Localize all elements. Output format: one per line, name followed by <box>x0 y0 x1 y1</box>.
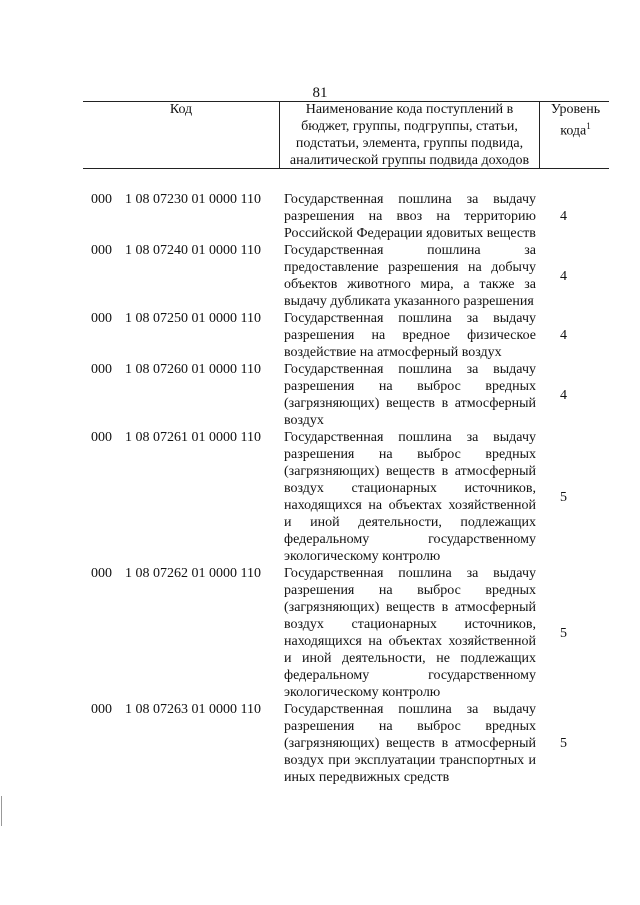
admin-code: 000 <box>91 430 112 445</box>
page-number: 81 <box>312 85 328 101</box>
revenue-code: 1 08 07240 01 0000 110 <box>125 243 261 258</box>
table-row <box>91 310 591 361</box>
revenue-code: 1 08 07263 01 0000 110 <box>125 702 261 717</box>
table-row <box>91 701 591 786</box>
revenue-name: Государственная пошлина за выдачу разрешения на выброс вредных (загрязняющих) веществ в атмосферный воздух при эксплуатации транспортных и иных передвижных средств <box>284 702 536 785</box>
header-name-line: аналитической группы подвида доходов <box>289 153 530 168</box>
revenue-name: Государственная пошлина за выдачу разрешения на выброс вредных (загрязняющих) веществ в атмосферный воздух <box>284 362 536 428</box>
revenue-name: Государственная пошлина за выдачу разрешения на выброс вредных (загрязняющих) веществ в атмосферный воздух стационарных источников, находящихся на объектах хозяйственной и иной деятельности, подлежащих федеральному государственному экологическому контролю <box>284 430 536 564</box>
header-name-line: Наименование кода поступлений в <box>305 102 514 117</box>
header-level-line2 <box>540 118 611 140</box>
header-name-line: подстатьи, элемента, группы подвида, <box>295 136 524 151</box>
table-row <box>91 242 591 310</box>
admin-code: 000 <box>91 311 112 326</box>
admin-code: 000 <box>91 566 112 581</box>
revenue-code: 1 08 07250 01 0000 110 <box>125 311 261 326</box>
revenue-code: 1 08 07230 01 0000 110 <box>125 192 261 207</box>
header-level-line1: Уровень <box>550 102 601 117</box>
header-level-footnote: 1 <box>586 121 591 131</box>
revenue-name: Государственная пошлина за предоставление разрешения на добычу объектов животного мира, а также за выдачу дубликата указанного разрешения <box>284 243 536 309</box>
revenue-code: 1 08 07262 01 0000 110 <box>125 566 261 581</box>
code-level: 4 <box>560 268 567 284</box>
revenue-name: Государственная пошлина за выдачу разрешения на ввоз на территорию Российской Федерации ядовитых веществ <box>284 192 536 241</box>
code-level: 4 <box>560 209 567 224</box>
table-row <box>91 565 591 701</box>
code-rows <box>91 191 591 786</box>
code-level: 4 <box>560 328 567 343</box>
revenue-code: 1 08 07261 01 0000 110 <box>125 430 261 445</box>
header-level <box>540 101 612 169</box>
table-row <box>91 191 591 242</box>
revenue-name: Государственная пошлина за выдачу разрешения на вредное физическое воздействие на атмосферный воздух <box>284 311 536 360</box>
code-level: 5 <box>560 736 567 751</box>
admin-code: 000 <box>91 192 112 207</box>
admin-code: 000 <box>91 362 112 377</box>
revenue-name: Государственная пошлина за выдачу разрешения на выброс вредных (загрязняющих) веществ в атмосферный воздух стационарных источников, находящихся на объектах хозяйственной и иной деятельности, не подлежащих федеральному государственному экологическому контролю <box>284 566 536 700</box>
code-level: 5 <box>560 489 567 505</box>
header-name-line: бюджет, группы, подгруппы, статьи, <box>301 119 518 134</box>
admin-code: 000 <box>91 243 112 258</box>
header-code: Код <box>169 102 193 117</box>
scan-edge <box>1 796 2 826</box>
code-level: 4 <box>560 387 567 403</box>
table-row <box>91 361 591 429</box>
code-level: 5 <box>560 625 567 641</box>
admin-code: 000 <box>91 702 112 717</box>
table-header <box>83 101 611 169</box>
header-level-word: кода <box>560 123 587 139</box>
revenue-code: 1 08 07260 01 0000 110 <box>125 362 261 377</box>
header-name <box>280 101 540 169</box>
table-row <box>91 429 591 565</box>
